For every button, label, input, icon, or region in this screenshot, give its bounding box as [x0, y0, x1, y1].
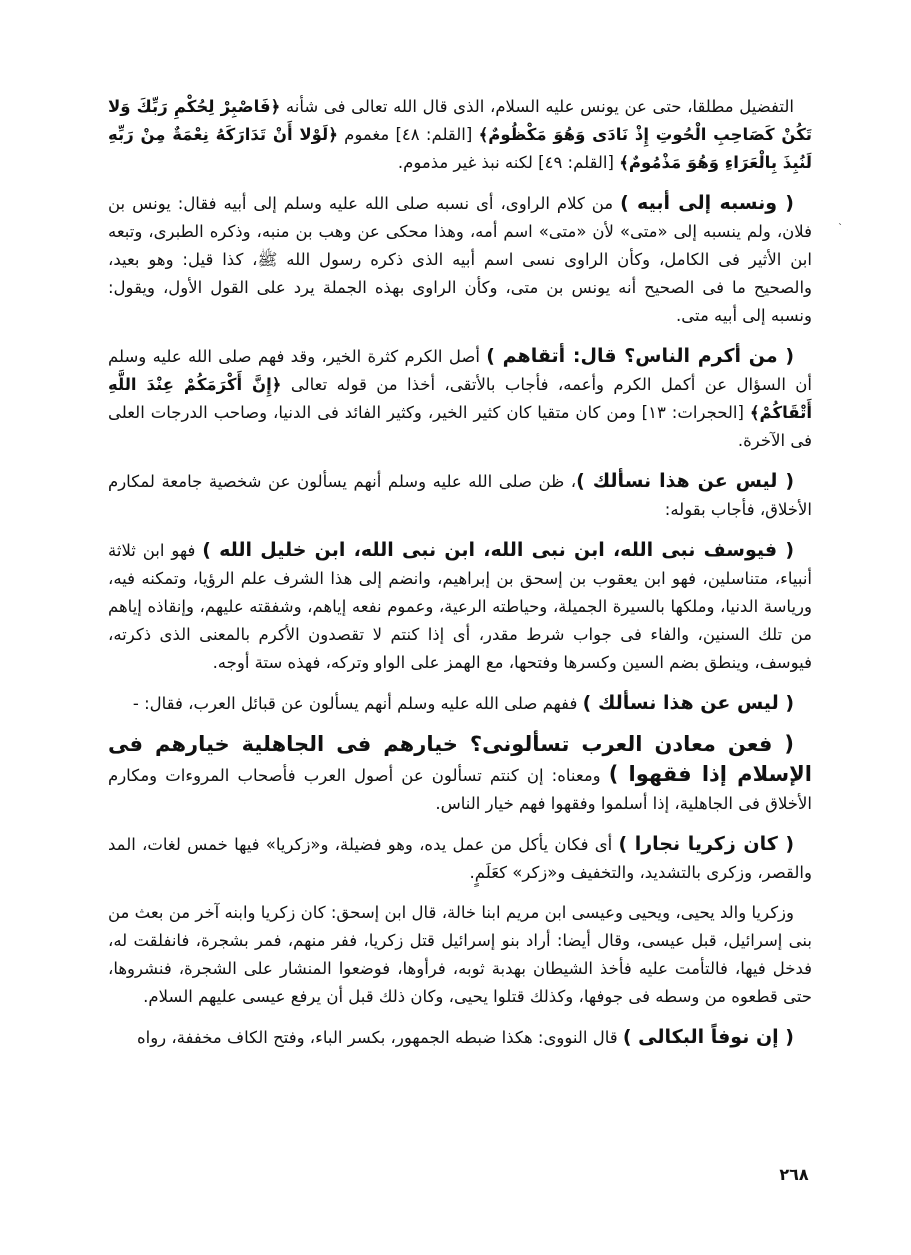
paragraph	[108, 1023, 812, 1052]
hadith-phrase-heading: ( ونسبه إلى أبيه )	[620, 192, 794, 214]
commentary-text: [القلم: ٤٩] لكنه نبذ غير مذموم.	[397, 153, 620, 172]
paragraph	[108, 467, 812, 524]
quran-verse: ﴿لَوْلا أَنْ تَدَارَكَهُ نِعْمَةٌ مِنْ رَبِّهِ لَنُبِذَ بِالْعَرَاءِ وَهُوَ مَذْمُومٌ﴾	[108, 125, 812, 172]
hadith-phrase-heading: ( ليس عن هذا نسألك )	[582, 692, 794, 714]
hadith-phrase-heading: ( فعن معادن العرب تسألونى؟ خيارهم فى الجاهلية خيارهم فى الإسلام إذا فقهوا )	[108, 732, 813, 786]
hadith-phrase-heading: ( كان زكريا نجارا )	[618, 833, 795, 855]
paragraph	[108, 189, 812, 330]
commentary-text: أصل الكرم كثرة الخير، وقد فهم صلى الله عليه وسلم أن السؤال عن أكمل الكرم وأعمه، فأجاب بالأتقى، أخذا من قوله تعالى	[108, 347, 812, 394]
paragraph	[108, 536, 812, 677]
commentary-text: قال النووى: هكذا ضبطه الجمهور، بكسر الباء، وفتح الكاف مخففة، رواه	[136, 1028, 623, 1047]
commentary-text: ففهم صلى الله عليه وسلم أنهم يسألون عن قبائل العرب، فقال: -	[132, 694, 583, 713]
commentary-text: [القلم: ٤٨] مغموم	[337, 125, 479, 144]
quran-verse: ﴿فَاصْبِرْ لِحُكْمِ رَبِّكَ وَلا تَكُنْ كَصَاحِبِ الْحُوتِ إِذْ نَادَى وَهُوَ مَكْظُومٌ﴾	[108, 97, 812, 144]
document-page	[108, 93, 812, 1064]
commentary-text: ومعناه: إن كنتم تسألون عن أصول العرب فأصحاب المروءات ومكارم الأخلاق فى الجاهلية، إذا أسلموا وفقهوا فهم خيار الناس.	[108, 766, 812, 813]
paragraph	[108, 899, 812, 1011]
paragraph	[108, 689, 812, 718]
paragraph	[108, 342, 812, 455]
commentary-text: أى فكان يأكل من عمل يده، وهو فضيلة، و«زكريا» فيها خمس لغات، المد والقصر، وزكرى بالتشديد، والتخفيف و«زكر» كعَلَمٍ.	[108, 835, 812, 882]
page-number: ٢٦٨	[779, 1165, 809, 1184]
commentary-text: فهو ابن ثلاثة أنبياء، متناسلين، فهو ابن يعقوب بن إسحق بن إبراهيم، وانضم إلى هذا الشرف علم الرؤيا، وتمكنه فيه، ورياسة الدنيا، وملكها بالسيرة الجميلة، وحياطته الرعية، وعموم نفعه إياهم، وشفقته عليهم، وإنقاذه إياهم من تلك السنين، والفاء فى جواب شرط مقدر، أى إذا كنتم لا تقصدون الأكرم بالمعنى الذى ذكرته، فيوسف، وينطق بضم السين وكسرها وفتحها، مع الهمز على الواو وتركه، فهذه ستة أوجه.	[108, 541, 812, 672]
commentary-text: [الحجرات: ١٣] ومن كان متقيا كان كثير الخير، وكثير الفائد فى الدنيا، وصاحب الدرجات العلى فى الآخرة.	[108, 403, 812, 450]
hadith-phrase-heading: ( من أكرم الناس؟ قال: أتقاهم )	[486, 345, 794, 367]
margin-mark: `	[838, 223, 843, 234]
commentary-text: التفضيل مطلقا، حتى عن يونس عليه السلام، الذى قال الله تعالى فى شأنه	[280, 97, 794, 116]
paragraph	[108, 93, 812, 177]
hadith-phrase-heading: ( ليس عن هذا نسألك )	[576, 470, 794, 492]
paragraph	[108, 730, 812, 818]
hadith-phrase-heading: ( فيوسف نبى الله، ابن نبى الله، ابن نبى الله، ابن خليل الله )	[202, 539, 794, 561]
paragraph	[108, 830, 812, 887]
commentary-text: وزكريا والد يحيى، ويحيى وعيسى ابن مريم ابنا خالة، قال ابن إسحق: كان زكريا وابنه آخر من بعث من بنى إسرائيل، قبل عيسى، وقال أيضا: أراد بنو إسرائيل قتل زكريا، ففر منهم، فمر بشجرة، فانفلقت له، فدخل فيها، فالتأمت عليه فأخذ الشيطان بهدبة ثوبه، فرأوها، فوضعوا المنشار على الشجرة، فنشروها، حتى قطعوه من وسطه فى جوفها، وكذلك قتلوا يحيى، وكان ذلك قبل أن يرفع عيسى عليهم السلام.	[108, 903, 812, 1006]
commentary-text: ، ظن صلى الله عليه وسلم أنهم يسألون عن شخصية جامعة لمكارم الأخلاق، فأجاب بقوله:	[108, 472, 812, 519]
hadith-phrase-heading: ( إن نوفاً البكالى )	[622, 1026, 794, 1048]
quran-verse: ﴿إِنَّ أَكْرَمَكُمْ عِنْدَ اللَّهِ أَتْقَاكُمْ﴾	[108, 375, 813, 422]
commentary-text: من كلام الراوى، أى نسبه صلى الله عليه وسلم إلى أبيه فقال: يونس بن فلان، ولم ينسبه إلى «متى» لأن «متى» اسم أمه، وهذا محكى عن وهب بن منبه، وذكره الطبرى، وتبعه ابن الأثير فى الكامل، وكأن الراوى نسى اسم أبيه الذى ذكره رسول الله ﷺ، كذا قيل: وهو بعيد، والصحيح ما فى الصحيح أنه يونس بن متى، وكأن الراوى بهذه الجملة يرد على القول الأول، ويقول: ونسبه إلى أبيه متى.	[108, 194, 812, 325]
